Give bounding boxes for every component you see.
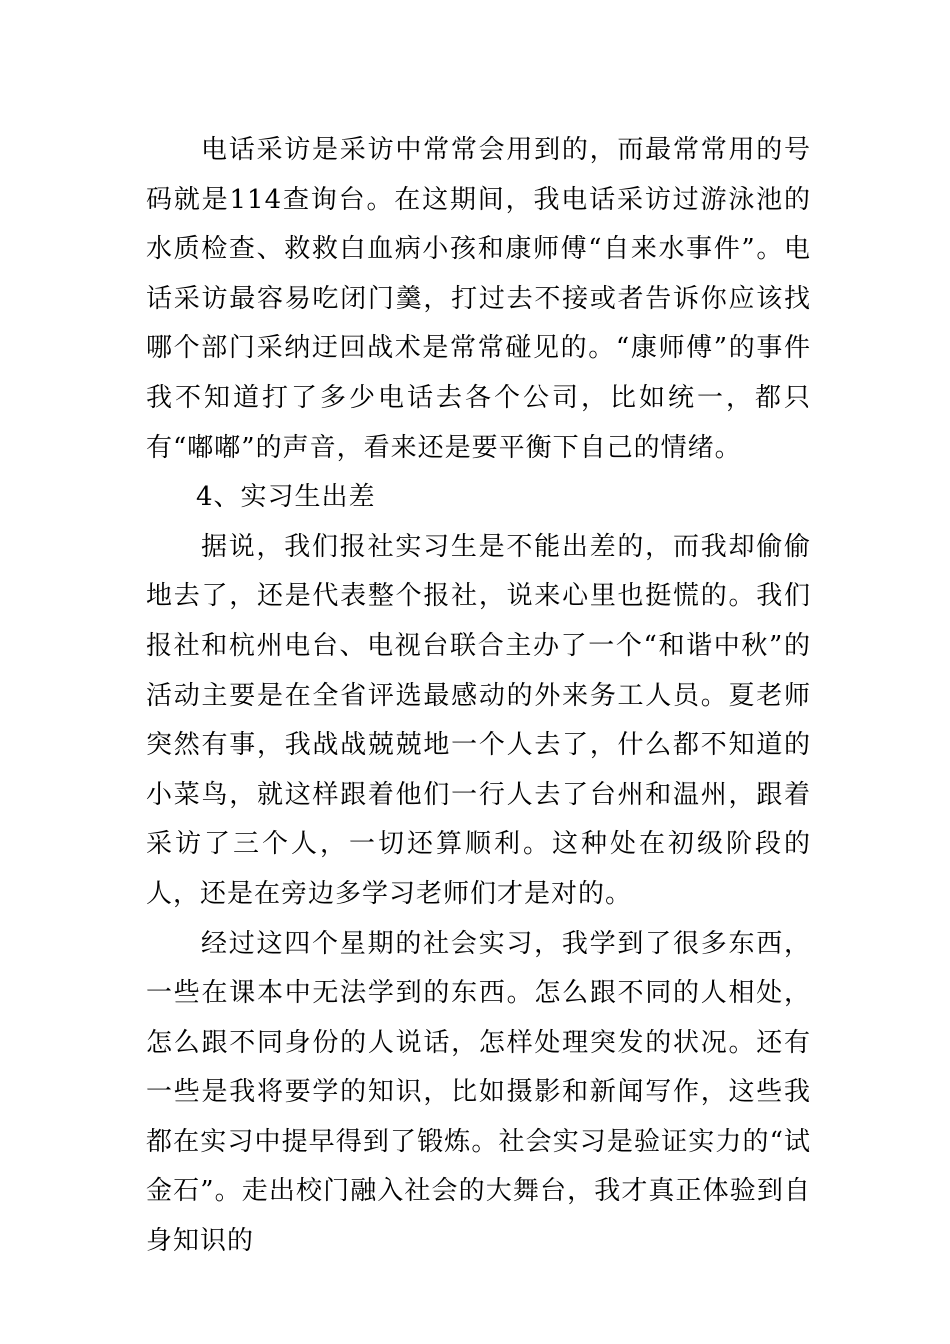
section-heading-intern-trip: 4、实习生出差: [196, 482, 376, 513]
document-body: [146, 126, 811, 1267]
paragraph-phone-interview: 电话采访是采访中常常会用到的，而最常常用的号码就是114查询台。在这期间，我电话采访过游泳池的水质检查、救救白血病小孩和康师傅“自来水事件”。电话采访最容易吃闭门羹，打过去不接或者告诉你应该找哪个部门采纳迂回战术是常常碰见的。“康师傅”的事件我不知道打了多少电话去各个公司，比如统一，都只有“嘟嘟”的声音，看来还是要平衡下自己的情绪。: [146, 135, 811, 463]
paragraph-summary: 经过这四个星期的社会实习，我学到了很多东西，一些在课本中无法学到的东西。怎么跟不同的人相处，怎么跟不同身份的人说话，怎样处理突发的状况。还有一些是我将要学的知识，比如摄影和新闻写作，这些我都在实习中提早得到了锻炼。社会实习是验证实力的“试金石”。走出校门融入社会的大舞台，我才真正体验到自身知识的: [146, 928, 811, 1257]
paragraph-intern-trip: 据说，我们报社实习生是不能出差的，而我却偷偷地去了，还是代表整个报社，说来心里也挺慌的。我们报社和杭州电台、电视台联合主办了一个“和谐中秋”的活动主要是在全省评选最感动的外来务工人员。夏老师突然有事，我战战兢兢地一个人去了，什么都不知道的小菜鸟，就这样跟着他们一行人去了台州和温州，跟着采访了三个人，一切还算顺利。这种处在初级阶段的人，还是在旁边多学习老师们才是对的。: [146, 531, 811, 909]
